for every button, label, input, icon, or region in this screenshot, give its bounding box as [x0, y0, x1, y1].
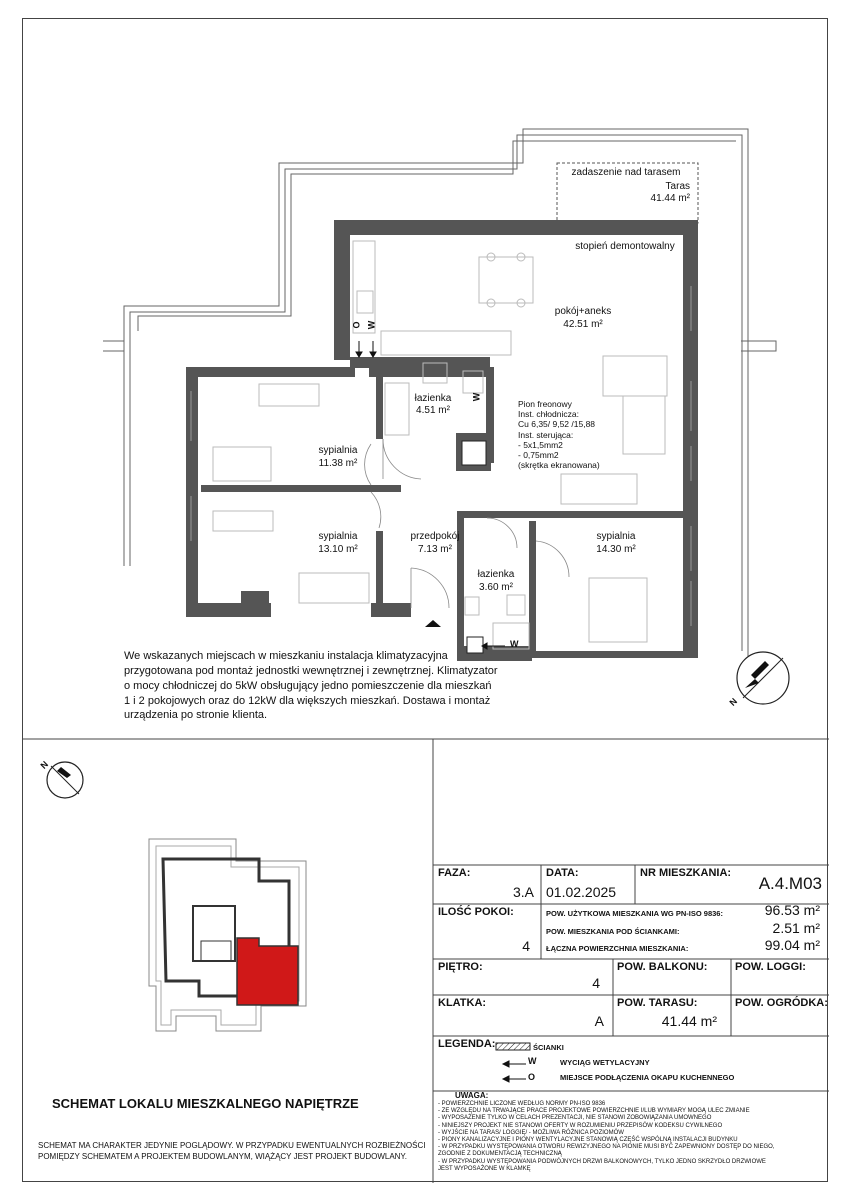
vent-shaft [355, 368, 369, 380]
bedroom2-label: sypialnia [318, 531, 358, 542]
bedroom3-label: sypialnia [596, 531, 636, 542]
area-row-value: 2.51 m² [772, 920, 820, 936]
compass-large [737, 652, 789, 704]
legend-walls-swatch [496, 1043, 530, 1050]
bath2-area: 3.60 m² [479, 582, 513, 593]
ac-note-line: We wskazanych miejscach w mieszkaniu instalacja klimatyzacyjna [124, 650, 448, 662]
bath2-label: łazienka [477, 569, 515, 580]
ac-note [124, 649, 498, 723]
north-mark-large: N [727, 696, 740, 708]
freon-note-line: (skrętka ekranowana) [518, 460, 600, 471]
freon-shaft [462, 441, 486, 465]
uwaga-label: UWAGA: [455, 1091, 489, 1100]
freon-note-line: Cu 6,35/ 9,52 /15,88 [518, 419, 596, 430]
legend-o-mark: O [528, 1072, 536, 1082]
disclaimer [38, 1141, 425, 1163]
klatka-label: KLATKA: [438, 997, 487, 1009]
uwaga-line: - PIONY KANALIZACYJNE I PIONY WENTYLACYJNE STANOWIĄ CZĘŚĆ WSPÓLNĄ INSTALACJI BUDYNKU [438, 1136, 738, 1143]
taras-value: 41.44 m² [661, 1013, 717, 1029]
legenda-label: LEGENDA: [438, 1038, 496, 1050]
legend-arrows [503, 1061, 526, 1082]
area-row-value: 99.04 m² [764, 937, 820, 953]
ac-note-line: urządzenia po stronie klienta. [124, 709, 268, 722]
faza-value: 3.A [512, 884, 534, 900]
freon-note-line: Inst. chłodnicza: [518, 409, 579, 420]
floor-plan-drawing [23, 19, 829, 1183]
bath2-vent-w-mark: W [510, 639, 519, 649]
uwaga-line: - WYJŚCIE NA TARAS/ LOGGIĘ/ - MOŻLIWA RÓŻNICA POZIOMÓW [438, 1129, 624, 1136]
step-note: stopień demontowalny [575, 241, 675, 252]
uwaga-line: - WYPOSAŻENIE TYLKO W CELACH PREZENTACJI, NIE STANOWI ZOBOWIĄZANIA UMOWNEGO [438, 1115, 712, 1122]
north-mark-small: N [38, 759, 51, 771]
legend-w-mark: W [528, 1056, 537, 1066]
vent-shaft-2 [467, 637, 483, 653]
legend-item: ŚCIANKI [533, 1043, 564, 1052]
terrace-roof-label: zadaszenie nad tarasem [571, 167, 681, 178]
ac-note-line: o mocy chłodniczej do 5kW obsługujący jedno pomieszczenie dla mieszkań [124, 679, 492, 692]
area-row-label: ŁĄCZNA POWIERZCHNIA MIESZKANIA: [546, 944, 689, 953]
drawing-sheet [22, 18, 828, 1182]
nr-value: A.4.M03 [758, 874, 822, 893]
disclaimer-line: POMIĘDZY SCHEMATEM A PROJEKTEM BUDOWLANYM, WIĄŻĄCY JEST PROJEKT BUDOWLANY. [38, 1151, 407, 1161]
schema-title: SCHEMAT LOKALU MIESZKALNEGO NAPIĘTRZE [52, 1096, 359, 1111]
living-area: 42.51 m² [563, 319, 603, 330]
hall-area: 7.13 m² [418, 544, 452, 555]
living-label: pokój+aneks [554, 306, 612, 317]
terrace-area: 41.44 m² [650, 193, 690, 204]
area-row-label: POW. MIESZKANIA POD ŚCIANKAMI: [546, 927, 680, 936]
uwaga-line: ZGODNIE Z DOKUMENTACJĄ TECHNICZNĄ [438, 1151, 562, 1158]
terrace-label: Taras [665, 181, 690, 192]
uwaga-list [438, 1101, 824, 1173]
pokoje-label: ILOŚĆ POKOI: [438, 906, 514, 918]
freon-note-line: - 0,75mm2 [518, 449, 559, 460]
klatka-value: A [594, 1013, 604, 1029]
taras-label: POW. TARASU: [617, 997, 698, 1009]
uwaga-line: - W PRZYPADKU WYSTĘPOWANIA PODWÓJNYCH DRZWI BALKONOWYCH, TYLKO JEDNO SKRZYDŁO DRZWIOWE [438, 1158, 766, 1165]
uwaga-line: JEST WYPOSAŻONE W KLAMKĘ [438, 1165, 531, 1172]
faza-label: FAZA: [438, 867, 471, 879]
data-value: 01.02.2025 [546, 884, 617, 900]
bedroom1-label: sypialnia [318, 445, 358, 456]
bath1-label: łazienka [414, 393, 452, 404]
hall-label: przedpokój [410, 531, 460, 542]
uwaga-line: - ZE WZGLĘDU NA TRWAJĄCE PRACE PROJEKTOWE POWIERZCHNIE I/LUB WYMIARY MOGĄ ULEC ZMIANIE [438, 1108, 750, 1115]
bath1-area: 4.51 m² [416, 405, 450, 416]
legend-item: MIEJSCE PODŁĄCZENIA OKAPU KUCHENNEGO [560, 1073, 735, 1082]
loggia-label: POW. LOGGI: [735, 961, 806, 973]
pokoje-value: 4 [522, 938, 530, 954]
window-marks [191, 286, 691, 626]
uwaga-line: - POWIERZCHNIE LICZONE WEDŁUG NORMY PN-ISO 9836 [438, 1101, 606, 1107]
freon-note-line: Pion freonowy [518, 399, 572, 409]
pietro-value: 4 [592, 975, 600, 991]
data-label: DATA: [546, 867, 579, 879]
nr-label: NR MIESZKANIA: [640, 867, 732, 879]
uwaga-line: - W PRZYPADKU WYSTĘPOWANIA OTWORU REWIZYJNEGO NA PIONIE MUSI BYĆ ZAPEWNIONY DOSTĘP DO NIEGO, [438, 1144, 775, 1151]
legend-item: WYCIĄG WETYLACYJNY [560, 1058, 650, 1067]
disclaimer-line: SCHEMAT MA CHARAKTER JEDYNIE POGLĄDOWY. W PRZYPADKU EWENTUALNYCH ROZBIEŻNOŚCI [38, 1141, 426, 1150]
ac-note-line: 1 i 2 pokojowych oraz do 12kW dla większych mieszkań. Dostawa i montaż [124, 694, 491, 707]
uwaga-line: - NINIEJSZY PROJEKT NIE STANOWI OFERTY W ROZUMIENIU PRZEPISÓW KODEKSU CYWILNEGO [438, 1122, 723, 1129]
walls [186, 220, 698, 661]
bedroom3-area: 14.30 m² [596, 544, 636, 555]
bedroom2-area: 13.10 m² [318, 544, 358, 555]
freon-note-line: - 5x1,5mm2 [518, 439, 563, 450]
area-row-label: POW. UŻYTKOWA MIESZKANIA WG PN-ISO 9836: [546, 909, 723, 918]
vent-o-mark: O [351, 321, 362, 329]
key-plan [149, 839, 306, 1031]
bath-vent-w-mark: W [471, 392, 482, 402]
ac-note-line: przygotowana pod montaż jednostki wewnętrznej i zewnętrznej. Klimatyzator [124, 664, 498, 677]
balkon-label: POW. BALKONU: [617, 961, 708, 973]
compass-small [47, 762, 83, 798]
vent-w-mark: W [366, 320, 377, 330]
area-row-value: 96.53 m² [764, 902, 820, 918]
freon-note [518, 399, 600, 470]
freon-note-line: Inst. sterująca: [518, 429, 574, 440]
ogrodek-label: POW. OGRÓDKA: [735, 997, 828, 1009]
bedroom1-area: 11.38 m² [318, 458, 358, 469]
entrance-marker [425, 620, 441, 627]
pietro-label: PIĘTRO: [438, 961, 483, 973]
